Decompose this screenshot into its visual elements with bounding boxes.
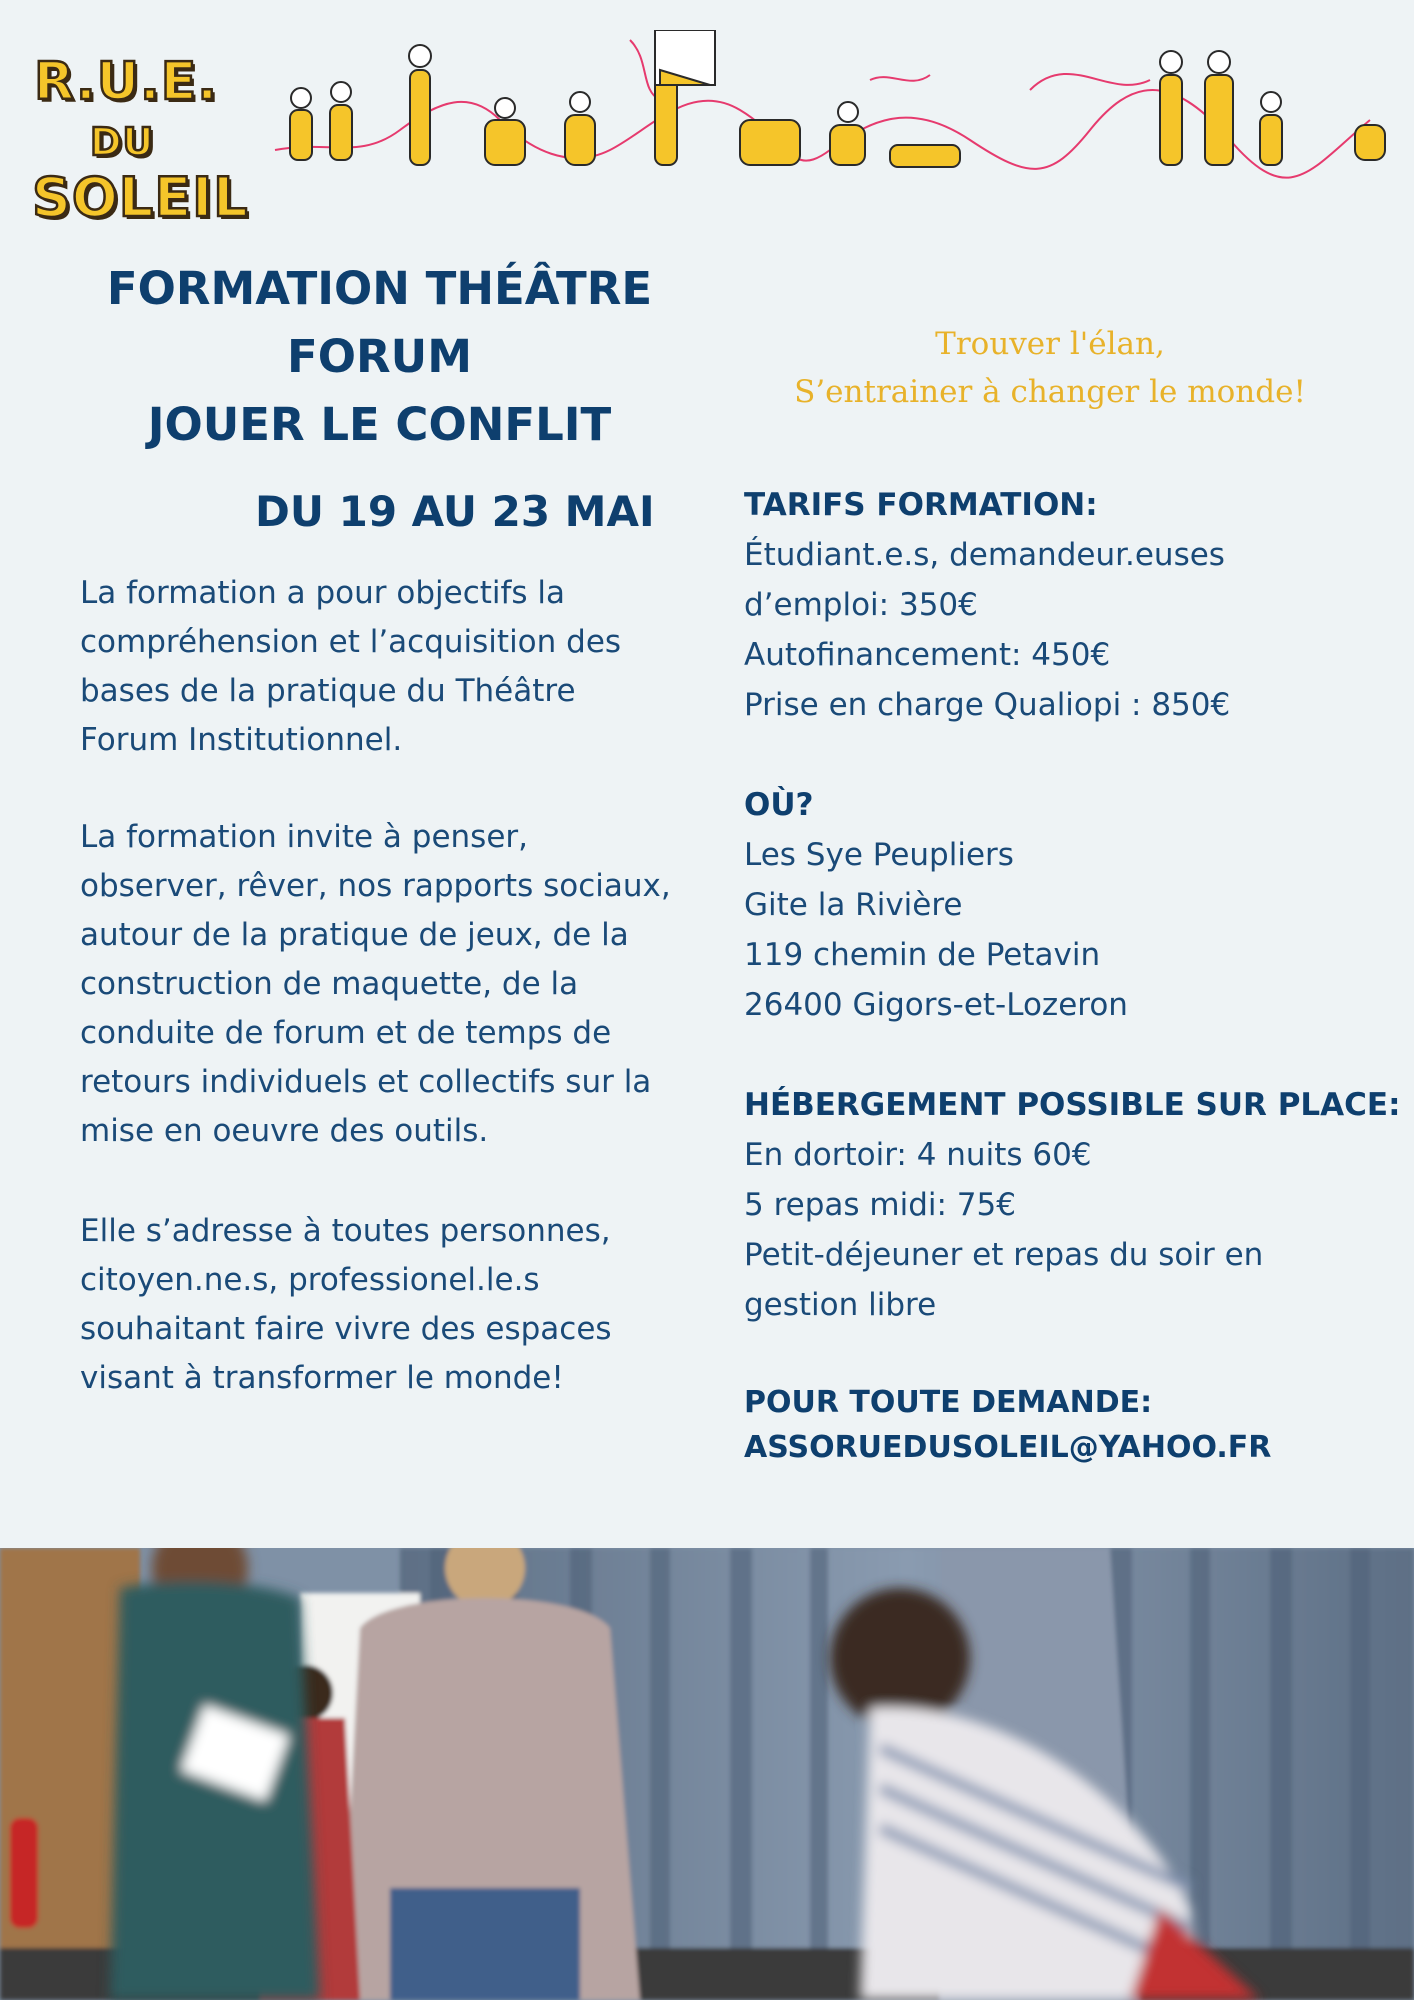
page-title — [72, 255, 687, 459]
paragraph-objectives — [80, 569, 690, 765]
right-column — [744, 480, 1404, 1470]
address-line: Gite la Rivière — [744, 887, 963, 923]
accommodation-line: En dortoir: 4 nuits 60€ — [744, 1137, 1092, 1173]
text-line: souhaitant faire vivre des espaces — [80, 1311, 612, 1347]
contact-heading: POUR TOUTE DEMANDE: — [744, 1385, 1153, 1420]
spacer — [744, 1330, 1404, 1380]
text-line: mise en oeuvre des outils. — [80, 1113, 489, 1149]
location-heading: OÙ? — [744, 787, 814, 823]
text-line: conduite de forum et de temps de — [80, 1015, 612, 1051]
tagline — [730, 320, 1370, 416]
text-line: Elle s’adresse à toutes personnes, — [80, 1213, 611, 1249]
tarif-line: Étudiant.e.s, demandeur.euses — [744, 537, 1225, 573]
workshop-photo-illustration — [0, 1548, 1414, 2000]
tarif-line: d’emploi: 350€ — [744, 587, 978, 623]
accommodation-line: Petit-déjeuner et repas du soir en — [744, 1237, 1264, 1273]
text-line: Forum Institutionnel. — [80, 722, 403, 758]
event-dates: DU 19 AU 23 MAI — [255, 487, 655, 536]
text-line: construction de maquette, de la — [80, 966, 579, 1002]
text-line: La formation a pour objectifs la — [80, 575, 566, 611]
title-line2: FORUM — [287, 330, 472, 383]
tarifs-heading: TARIFS FORMATION: — [744, 487, 1098, 523]
text-line: compréhension et l’acquisition des — [80, 624, 622, 660]
header — [0, 0, 1414, 240]
people-doodle-illustration — [270, 30, 1410, 200]
accommodation-line: 5 repas midi: 75€ — [744, 1187, 1016, 1223]
spacer — [744, 730, 1404, 780]
title-line1: FORMATION THÉÂTRE — [106, 262, 653, 315]
address-line: 119 chemin de Petavin — [744, 937, 1101, 973]
text-line: visant à transformer le monde! — [80, 1360, 564, 1396]
paragraph-content — [80, 813, 690, 1156]
text-line: retours individuels et collectifs sur la — [80, 1064, 652, 1100]
tagline-line1: Trouver l'élan, — [935, 326, 1165, 362]
spacer — [744, 1030, 1404, 1080]
tagline-line2: S’entrainer à changer le monde! — [794, 374, 1306, 410]
contact-email[interactable]: ASSORUEDUSOLEIL@YAHOO.FR — [744, 1430, 1272, 1465]
text-line: citoyen.ne.s, professionel.le.s — [80, 1262, 540, 1298]
text-line: bases de la pratique du Théâtre — [80, 673, 576, 709]
rue-du-soleil-logo — [28, 48, 258, 238]
tarif-line: Prise en charge Qualiopi : 850€ — [744, 687, 1231, 723]
address-line: Les Sye Peupliers — [744, 837, 1014, 873]
address-line: 26400 Gigors-et-Lozeron — [744, 987, 1128, 1023]
accommodation-heading: HÉBERGEMENT POSSIBLE SUR PLACE: — [744, 1087, 1401, 1123]
text-line: autour de la pratique de jeux, de la — [80, 917, 629, 953]
workshop-photo — [0, 1548, 1414, 2000]
logo-text-line3: SOLEIL — [32, 166, 249, 229]
paragraph-audience — [80, 1207, 690, 1403]
accommodation-line: gestion libre — [744, 1287, 937, 1323]
text-line: La formation invite à penser, — [80, 819, 529, 855]
logo-text-line1: R.U.E. — [34, 52, 219, 112]
left-column — [80, 255, 680, 1396]
logo-text-line2: DU — [90, 120, 155, 164]
tarif-line: Autofinancement: 450€ — [744, 637, 1111, 673]
text-line: observer, rêver, nos rapports sociaux, — [80, 868, 671, 904]
title-line3: JOUER LE CONFLIT — [147, 398, 612, 451]
